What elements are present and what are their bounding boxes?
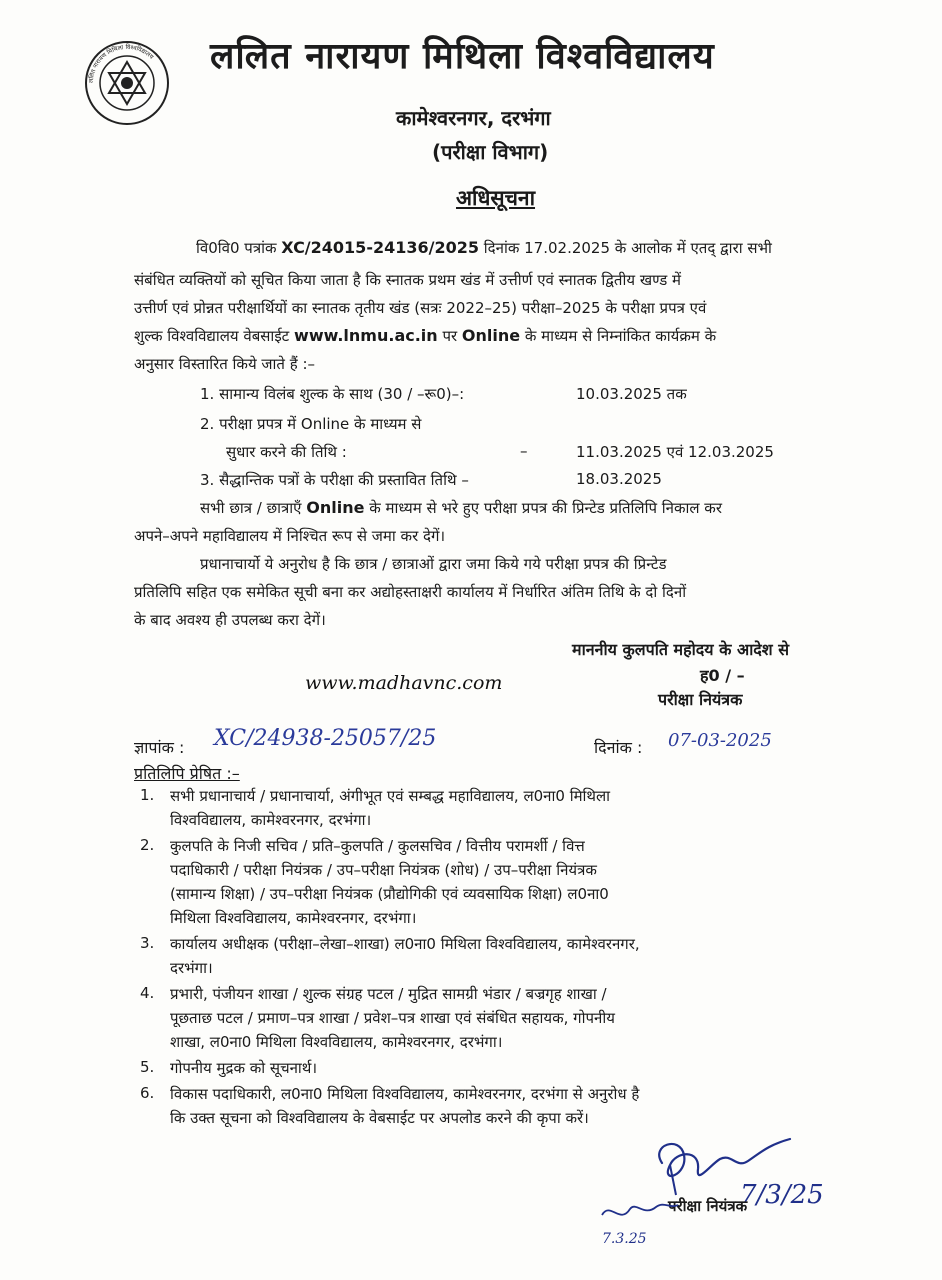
- copy-item-6-num: 6.: [140, 1084, 155, 1102]
- controller-title: परीक्षा नियंत्रक: [658, 690, 743, 709]
- copy-item-2-line3: (सामान्य शिक्षा) / उप–परीक्षा नियंत्रक (प्रौद्योगिकी एवं व्यवसायिक शिक्षा) ल0ना0: [170, 885, 609, 903]
- para3-line1: प्रधानाचार्यो ये अनुरोध है कि छात्र / छात्राओं द्वारा जमा किये गये परीक्षा प्रपत्र की प्रिन्टेड: [200, 555, 667, 573]
- copy-item-3-line2: दरभंगा।: [170, 959, 213, 977]
- memo-date-label: दिनांक :: [594, 738, 643, 757]
- schedule-item-2: 2. परीक्षा प्रपत्र में Online के माध्यम से: [200, 415, 422, 433]
- location: कामेश्वरनगर, दरभंगा: [396, 106, 551, 130]
- copy-item-2-line1: कुलपति के निजी सचिव / प्रति–कुलपति / कुलसचिव / वित्तीय परामर्शी / वित्त: [170, 837, 585, 855]
- para1-line4: शुल्क विश्वविद्यालय वेबसाईट www.lnmu.ac.in पर Online के माध्यम से निम्नांकित कार्यक्रम के: [134, 326, 717, 345]
- svg-text:ललित नारायण मिथिला विश्वविद्या: ललित नारायण मिथिला विश्वविद्यालय: [87, 43, 155, 84]
- signatory-designation: परीक्षा नियंत्रक: [668, 1197, 748, 1215]
- copy-item-1-num: 1.: [140, 786, 155, 804]
- para3-line3: के बाद अवश्य ही उपलब्ध करा देगें।: [134, 611, 326, 629]
- schedule-item-1: 1. सामान्य विलंब शुल्क के साथ (30 / –रू0)–:: [200, 385, 465, 403]
- para1-line1: वि0वि0 पत्रांक XC/24015-24136/2025 दिनांक 17.02.2025 के आलोक में एतद् द्वारा सभी: [196, 238, 772, 257]
- initials-icon: [596, 1195, 686, 1255]
- order-line: माननीय कुलपति महोदय के आदेश से: [572, 640, 790, 659]
- para2-line1: सभी छात्र / छात्राएँ Online के माध्यम से भरे हुए परीक्षा प्रपत्र की प्रिन्टेड प्रतिलिपि निकाल कर: [200, 498, 722, 517]
- copy-item-6-line1: विकास पदाधिकारी, ल0ना0 मिथिला विश्वविद्यालय, कामेश्वरनगर, दरभंगा से अनुरोध है: [170, 1085, 640, 1103]
- signed-mark: ह0 / –: [700, 666, 745, 685]
- copy-item-1-line1: सभी प्रधानाचार्य / प्रधानाचार्या, अंगीभूत एवं सम्बद्ध महाविद्यालय, ल0ना0 मिथिला: [170, 787, 611, 805]
- memo-date-handwritten: 07-03-2025: [668, 730, 772, 751]
- copy-item-4-line2: पूछताछ पटल / प्रमाण–पत्र शाखा / प्रवेश–पत्र शाखा एवं संबंधित सहायक, गोपनीय: [170, 1009, 615, 1027]
- memo-ref-handwritten: XC/24938-25057/25: [214, 726, 437, 751]
- copy-item-2-line4: मिथिला विश्वविद्यालय, कामेश्वरनगर, दरभंगा।: [170, 909, 417, 927]
- schedule-item-3: 3. सैद्धान्तिक पत्रों के परीक्षा की प्रस्तावित तिथि –: [200, 471, 469, 489]
- para1-line3: उत्तीर्ण एवं प्रोन्नत परीक्षार्थियों का स्नातक तृतीय खंड (सत्रः 2022–25) परीक्षा–2025 के परीक्षा प्रपत्र एवं: [134, 299, 707, 317]
- para1-line5: अनुसार विस्तारित किये जाते हैं :–: [134, 355, 316, 373]
- watermark-text: www.madhavnc.com: [305, 672, 503, 694]
- copy-item-1-line2: विश्वविद्यालय, कामेश्वरनगर, दरभंगा।: [170, 811, 372, 829]
- copy-item-4-line1: प्रभारी, पंजीयन शाखा / शुल्क संग्रह पटल / मुद्रित सामग्री भंडार / बज्रगृह शाखा /: [170, 985, 607, 1003]
- copy-item-6-line2: कि उक्त सूचना को विश्वविद्यालय के वेबसाईट पर अपलोड करने की कृपा करें।: [170, 1109, 589, 1127]
- website-link[interactable]: www.lnmu.ac.in: [294, 326, 438, 345]
- copy-to-label: प्रतिलिपि प्रेषित :–: [134, 764, 240, 783]
- schedule-item-2-cont: सुधार करने की तिथि :: [226, 443, 347, 461]
- copy-item-4-num: 4.: [140, 984, 155, 1002]
- schedule-date-1: 10.03.2025 तक: [576, 385, 687, 403]
- notice-title: अधिसूचना: [456, 186, 536, 210]
- university-title: ललित नारायण मिथिला विश्वविद्यालय: [210, 36, 715, 77]
- copy-item-4-line3: शाखा, ल0ना0 मिथिला विश्वविद्यालय, कामेश्वरनगर, दरभंगा।: [170, 1033, 503, 1051]
- schedule-date-2: 11.03.2025 एवं 12.03.2025: [576, 443, 774, 461]
- para2-line2: अपने–अपने महाविद्यालय में निश्चित रूप से जमा कर देगें।: [134, 527, 446, 545]
- copy-item-3-num: 3.: [140, 934, 155, 952]
- copy-item-5-num: 5.: [140, 1058, 155, 1076]
- university-seal-icon: [84, 40, 170, 126]
- para3-line2: प्रतिलिपि सहित एक समेकित सूची बना कर अद्योहस्ताक्षरी कार्यालय में निर्धारित अंतिम तिथि के दो दिनों: [134, 583, 687, 601]
- svg-text:7.3.25: 7.3.25: [602, 1231, 647, 1247]
- letter-ref-number: XC/24015-24136/2025: [281, 238, 479, 257]
- schedule-date-3: 18.03.2025: [576, 470, 662, 488]
- department: (परीक्षा विभाग): [432, 140, 549, 164]
- svg-text:7/3/25: 7/3/25: [740, 1180, 824, 1210]
- memo-ref-label: ज्ञापांक :: [134, 738, 185, 757]
- copy-item-5-line1: गोपनीय मुद्रक को सूचनार्थ।: [170, 1059, 318, 1077]
- copy-item-3-line1: कार्यालय अधीक्षक (परीक्षा–लेखा–शाखा) ल0ना0 मिथिला विश्वविद्यालय, कामेश्वरनगर,: [170, 935, 640, 953]
- schedule-dash-2: –: [520, 442, 528, 460]
- para1-line2: संबंधित व्यक्तियों को सूचित किया जाता है कि स्नातक प्रथम खंड में उत्तीर्ण एवं स्नातक द्वितीय खण्ड में: [134, 271, 681, 289]
- copy-item-2-num: 2.: [140, 836, 155, 854]
- copy-item-2-line2: पदाधिकारी / परीक्षा नियंत्रक / उप–परीक्षा नियंत्रक (शोध) / उप–परीक्षा नियंत्रक: [170, 861, 597, 879]
